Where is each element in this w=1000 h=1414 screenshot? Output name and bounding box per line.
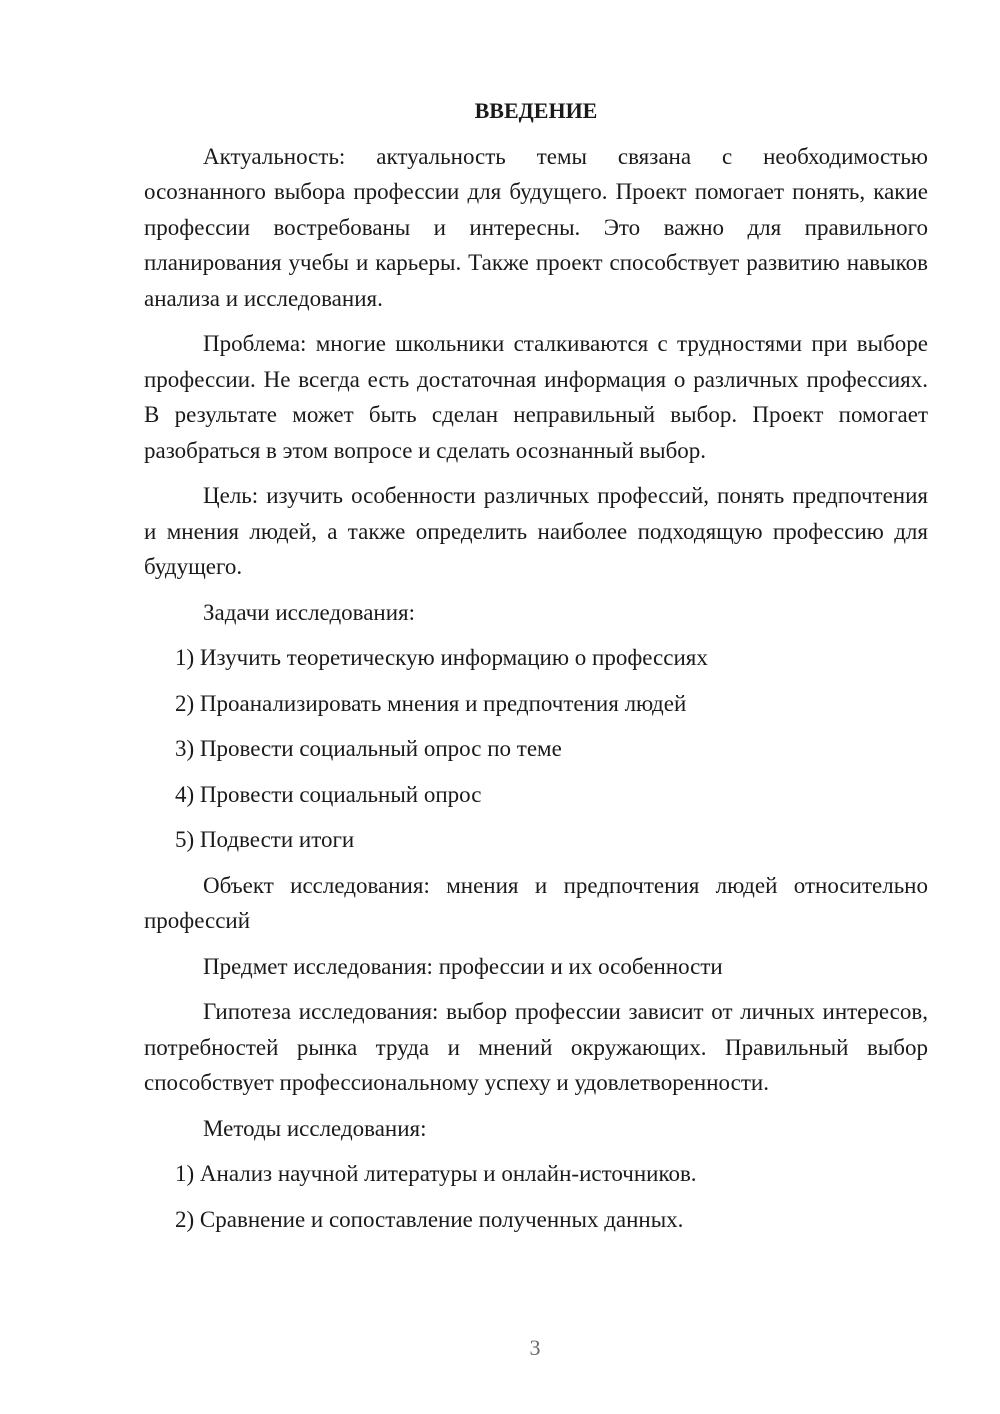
page-number: 3 — [529, 1335, 541, 1360]
task-item-5: 5) Подвести итоги — [175, 827, 355, 852]
goal-paragraph: Цель: изучить особенности различных профессий, понять предпочтения и мнения людей, а также определить наиболее подходящую профессию для будущего. — [144, 483, 928, 579]
page-title: ВВЕДЕНИЕ — [474, 98, 598, 123]
task-item-3: 3) Провести социальный опрос по теме — [175, 736, 562, 761]
method-item-2: 2) Сравнение и сопоставление полученных данных. — [175, 1206, 684, 1232]
object-paragraph: Объект исследования: мнения и предпочтения людей относительно профессий — [144, 872, 928, 933]
subject-paragraph: Предмет исследования: профессии и их особенности — [203, 953, 723, 979]
methods-heading: Методы исследования: — [203, 1115, 427, 1141]
task-item-1: 1) Изучить теоретическую информацию о профессиях — [175, 645, 708, 670]
problem-paragraph: Проблема: многие школьники сталкиваются с трудностями при выборе профессии. Не всегда есть достаточная информация о различных профессиях. В результате может быть сделан неправильный выбор. Проект помогает разобраться в этом вопросе и сделать осознанный выбор. — [144, 331, 928, 463]
method-item-1: 1) Анализ научной литературы и онлайн-источников. — [175, 1161, 697, 1186]
task-item-2: 2) Проанализировать мнения и предпочтения людей — [175, 690, 687, 716]
task-item-4: 4) Провести социальный опрос — [175, 781, 482, 807]
page-content — [144, 93, 928, 1247]
hypothesis-paragraph: Гипотеза исследования: выбор профессии зависит от личных интересов, потребностей рынка труда и мнений окружающих. Правильный выбор способствует профессиональному успеху и удовлетворенности. — [144, 999, 928, 1095]
relevance-paragraph: Актуальность: актуальность темы связана с необходимостью осознанного выбора профессии для будущего. Проект помогает понять, какие профессии востребованы и интересны. Это важно для правильного планирования учебы и карьеры. Также проект способствует развитию навыков анализа и исследования. — [144, 143, 928, 311]
tasks-heading: Задачи исследования: — [203, 599, 416, 625]
